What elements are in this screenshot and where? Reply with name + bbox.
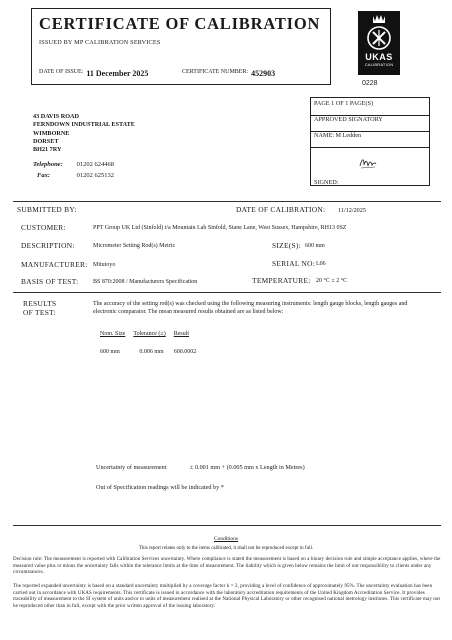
date-of-issue-value: 11 December 2025 [86, 69, 149, 78]
certificate-number-value: 452903 [251, 69, 276, 78]
temperature-label: TEMPERATURE: [252, 276, 311, 285]
address-line: BH21 7RY [33, 146, 62, 154]
signatory-name: NAME: M Ledden [311, 132, 429, 148]
basis-of-test-value: BS 870:2008 / Manufacturers Specification [93, 279, 198, 285]
certificate-number [182, 69, 276, 78]
signed-label: SIGNED: [314, 179, 339, 186]
telephone-value: 01202 624468 [76, 161, 114, 168]
certificate-header [31, 8, 331, 85]
page-count: PAGE 1 OF 1 PAGE(S) [311, 100, 429, 116]
description-value: Micrometer Setting Rod(s) Metric [93, 243, 176, 249]
manufacturer-value: Mitutoyo [93, 262, 116, 268]
telephone-row [33, 160, 114, 171]
date-of-issue [39, 69, 149, 78]
basis-of-test-label: BASIS OF TEST: [21, 277, 79, 286]
column-header-tolerance: Tolerance (±) [133, 331, 166, 337]
serial-label: SERIAL NO: [272, 259, 316, 268]
results-table [100, 331, 204, 355]
approved-signatory: APPROVED SIGNATORY [311, 116, 429, 132]
date-of-calibration-value: 11/12/2025 [338, 207, 366, 214]
results-label [23, 299, 56, 317]
signature-image [358, 156, 378, 170]
address-line: FERNDOWN INDUSTRIAL ESTATE [33, 121, 135, 129]
date-of-calibration-label: DATE OF CALIBRATION: [236, 205, 326, 214]
uncertainty-value: ± 0.001 mm + (0.005 mm x Length in Metres) [190, 464, 305, 471]
accreditation-number: 0228 [362, 80, 378, 87]
fax-row [33, 171, 114, 182]
serial-value: L06 [316, 261, 326, 267]
description-label: DESCRIPTION: [21, 241, 75, 250]
ukas-logo [358, 11, 400, 75]
customer-label: CUSTOMER: [21, 223, 66, 232]
crown-icon [364, 13, 394, 51]
results-label-line: OF TEST: [23, 308, 56, 317]
signature-cell [311, 148, 429, 187]
uncertainty [96, 464, 305, 471]
issuer-address [33, 113, 135, 154]
divider [13, 201, 441, 202]
telephone-label: Telephone: [33, 161, 63, 168]
fax-value: 01202 625132 [76, 171, 114, 179]
divider [13, 292, 441, 293]
results-header-row [100, 331, 204, 343]
address-line: 43 DAVIS ROAD [33, 113, 79, 120]
size-label: SIZE(S): [272, 241, 302, 250]
table-row [100, 343, 204, 355]
results-label-line: RESULTS [23, 299, 57, 308]
issued-by: ISSUED BY MP CALIBRATION SERVICES [39, 39, 161, 46]
footer-decision-rule: Decision rule: The measurement is reported with Calibration Services uncertainty. Where compliance is stated the measurement is based on a binary decision rule and simple acceptance applies, where the measured value plus or minus the uncertainty falls within the tolerance limits at the time of measurement. The liability which is given below remains the limit of our responsibility to clients under any circumstances. [13, 557, 441, 575]
out-of-spec-note: Out of Specification readings will be indicated by * [96, 484, 224, 491]
ukas-wordmark: UKAS [365, 52, 393, 62]
results-description: The accuracy of the setting rod(s) was checked using the following measuring instruments: length gauge blocks, length gauges and electronic comparator. The mean measured results obtained are as listed below: [93, 301, 408, 315]
address-line: WIMBORNE [33, 129, 70, 137]
tolerance-cell: 0.006 mm [139, 349, 164, 355]
submitted-by-label: SUBMITTED BY: [17, 205, 77, 214]
divider [13, 525, 441, 526]
temperature-value: 20 °C ± 2 °C [316, 278, 348, 284]
column-header-nominal-size: Nom. Size [100, 331, 126, 337]
size-value: 600 mm [305, 243, 325, 249]
approval-box [310, 97, 430, 186]
date-of-issue-label: DATE OF ISSUE: [39, 69, 84, 75]
column-header-result: Result [173, 331, 190, 337]
certificate-title: CERTIFICATE OF CALIBRATION [39, 14, 321, 33]
issuer-contact [33, 160, 114, 181]
certificate-number-label: CERTIFICATE NUMBER: [182, 69, 249, 75]
footer-uncertainty-statement: The reported expanded uncertainty is based on a standard uncertainty multiplied by a coverage factor k = 2, providing a level of confidence of approximately 95%. The uncertainty evaluation has been carried out in accordance with UKAS requirements. This certificate is issued in accordance with the laboratory accreditation requirements of the United Kingdom Accreditation Service. It provides traceability of measurement to the SI system of units and/or to units of measurement realised at the National Physical Laboratory or other recognised national metrology institutes. This certificate may not be reproduced other than in full, except with the prior written approval of the issuing laboratory. [13, 584, 440, 609]
address-line: DORSET [33, 137, 59, 145]
footer-heading: Conditions [213, 536, 239, 542]
customer-value: PPT Group UK Ltd (Sinfold) t/a Mountain Lab Sinfold, Stane Lane, West Sussex, Hampshire, RH13 0SZ [93, 225, 347, 231]
nominal-size-cell: 600 mm [100, 349, 120, 355]
ukas-subtext: CALIBRATION [364, 62, 394, 67]
uncertainty-label: Uncertainty of measurement [96, 464, 167, 471]
fax-label: Fax: [37, 171, 50, 179]
manufacturer-label: MANUFACTURER: [21, 260, 88, 269]
result-cell: 600.0002 [173, 349, 197, 355]
footer-subheading: This report relates only to the items calibrated, it shall not be reproduced except in full. [138, 546, 314, 551]
